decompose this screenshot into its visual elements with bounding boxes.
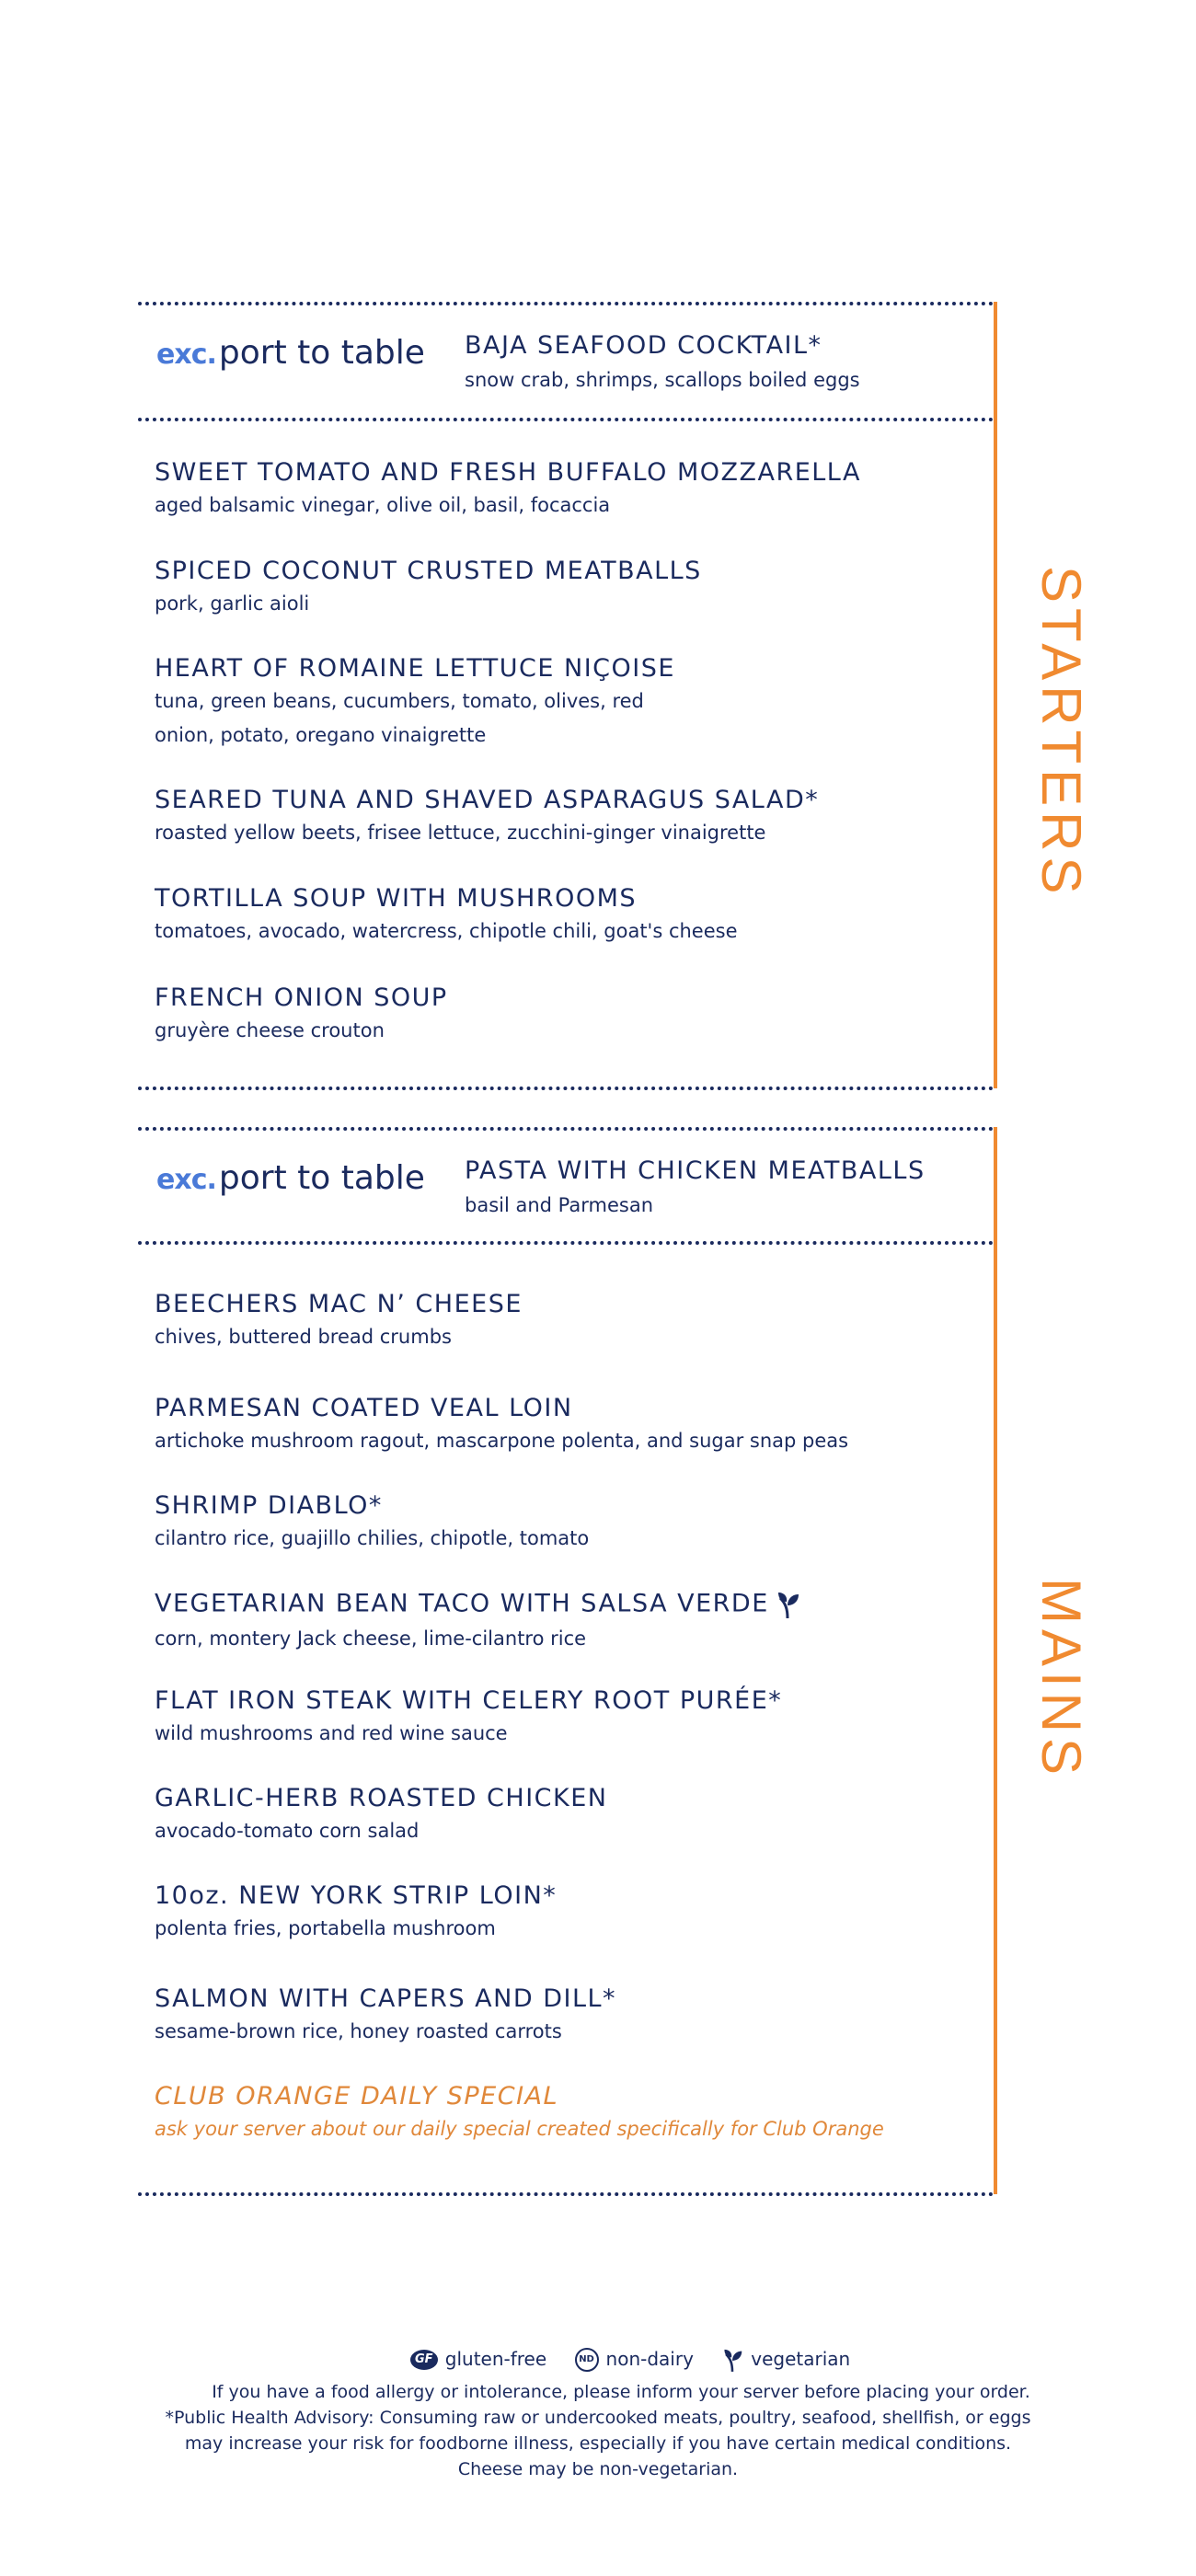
menu-item	[155, 557, 946, 621]
item-name: SALMON WITH CAPERS AND DILL*	[155, 1984, 617, 2013]
item-desc: tuna, green beans, cucumbers, tomato, olives, red onion, potato, oregano vinaigrette	[155, 690, 644, 746]
daily-special	[155, 2082, 946, 2146]
health-advisory-cont: may increase your risk for foodborne illness, especially if you have certain medical conditions.	[184, 2433, 1012, 2454]
legend-label: vegetarian	[751, 2347, 851, 2370]
item-name: SEARED TUNA AND SHAVED ASPARAGUS SALAD*	[155, 786, 820, 814]
item-name: TORTILLA SOUP WITH MUSHROOMS	[155, 884, 638, 913]
item-name: VEGETARIAN BEAN TACO WITH SALSA VERDE	[155, 1589, 946, 1620]
item-desc: basil and Parmesan	[465, 1194, 654, 1216]
item-desc: wild mushrooms and red wine sauce	[155, 1722, 508, 1744]
item-name: BAJA SEAFOOD COCKTAIL*	[465, 331, 822, 360]
menu-item	[155, 1984, 946, 2049]
legend-label: gluten-free	[444, 2347, 547, 2370]
health-advisory: *Public Health Advisory: Consuming raw or undercooked meats, poultry, seafood, shellfish, or eggs	[165, 2408, 1031, 2428]
item-desc: corn, montery Jack cheese, lime-cilantro rice	[155, 1627, 587, 1650]
footer	[0, 2346, 1196, 2482]
menu-item	[155, 654, 946, 753]
section-border	[994, 302, 997, 1088]
menu-item	[155, 1290, 946, 1354]
menu-item	[155, 1394, 946, 1458]
divider	[138, 1127, 994, 1131]
section-label-starters: STARTERS	[1030, 566, 1092, 900]
item-name: CLUB ORANGE DAILY SPECIAL	[155, 2082, 559, 2110]
divider	[138, 1241, 994, 1245]
gluten-free-icon: GF	[410, 2350, 438, 2370]
menu-item	[155, 1491, 946, 1556]
logo: exc.port to table	[156, 334, 425, 372]
item-name: SHRIMP DIABLO*	[155, 1491, 383, 1520]
featured-item	[465, 1156, 926, 1223]
item-desc: polenta fries, portabella mushroom	[155, 1917, 496, 1939]
menu-item	[155, 786, 946, 850]
divider	[138, 2192, 994, 2196]
item-desc: chives, buttered bread crumbs	[155, 1326, 452, 1348]
menu-item	[155, 1881, 946, 1946]
item-desc: roasted yellow beets, frisee lettuce, zucchini-ginger vinaigrette	[155, 822, 766, 844]
menu-item	[155, 458, 946, 523]
legend-label: non-dairy	[605, 2347, 694, 2370]
item-name: HEART OF ROMAINE LETTUCE NIÇOISE	[155, 654, 675, 683]
vegetarian-icon	[721, 2346, 743, 2374]
item-desc: snow crab, shrimps, scallops boiled eggs	[465, 369, 860, 391]
item-desc: gruyère cheese crouton	[155, 1019, 385, 1041]
item-name: FRENCH ONION SOUP	[155, 983, 448, 1012]
item-name: SWEET TOMATO AND FRESH BUFFALO MOZZARELLA	[155, 458, 861, 487]
menu-item	[155, 983, 946, 1048]
divider	[138, 302, 994, 305]
item-name: FLAT IRON STEAK WITH CELERY ROOT PURÉE*	[155, 1686, 783, 1715]
item-name: PARMESAN COATED VEAL LOIN	[155, 1394, 573, 1422]
logo: exc.port to table	[156, 1159, 425, 1197]
non-dairy-icon: ND	[575, 2348, 599, 2372]
divider	[138, 1087, 994, 1090]
vegetarian-icon	[775, 1589, 800, 1620]
menu-item	[155, 1784, 946, 1848]
divider	[138, 418, 994, 421]
item-name: GARLIC-HERB ROASTED CHICKEN	[155, 1784, 608, 1812]
menu-item	[155, 884, 946, 949]
menu-item	[155, 1589, 946, 1656]
section-border	[994, 1127, 997, 2194]
cheese-note: Cheese may be non-vegetarian.	[457, 2459, 739, 2479]
item-desc: ask your server about our daily special created specifically for Club Orange	[155, 2118, 884, 2140]
item-name: PASTA WITH CHICKEN MEATBALLS	[465, 1156, 926, 1185]
item-name: 10oz. NEW YORK STRIP LOIN*	[155, 1881, 558, 1910]
section-label-mains: MAINS	[1030, 1578, 1092, 1781]
menu-item	[155, 1686, 946, 1751]
item-desc: cilantro rice, guajillo chilies, chipotle, tomato	[155, 1527, 590, 1549]
dietary-legend	[0, 2346, 1196, 2374]
item-desc: pork, garlic aioli	[155, 592, 310, 615]
featured-item	[465, 331, 860, 397]
allergy-note: If you have a food allergy or intolerance, please inform your server before placing your order.	[212, 2382, 1030, 2402]
starters-section	[138, 302, 994, 1088]
item-desc: artichoke mushroom ragout, mascarpone polenta, and sugar snap peas	[155, 1430, 849, 1452]
item-name: SPICED COCONUT CRUSTED MEATBALLS	[155, 557, 702, 585]
item-name: BEECHERS MAC N’ CHEESE	[155, 1290, 523, 1318]
item-desc: avocado-tomato corn salad	[155, 1820, 420, 1842]
mains-section	[138, 1127, 994, 2194]
item-desc: tomatoes, avocado, watercress, chipotle chili, goat's cheese	[155, 920, 738, 942]
item-desc: aged balsamic vinegar, olive oil, basil, focaccia	[155, 494, 611, 516]
item-desc: sesame-brown rice, honey roasted carrots	[155, 2020, 562, 2042]
